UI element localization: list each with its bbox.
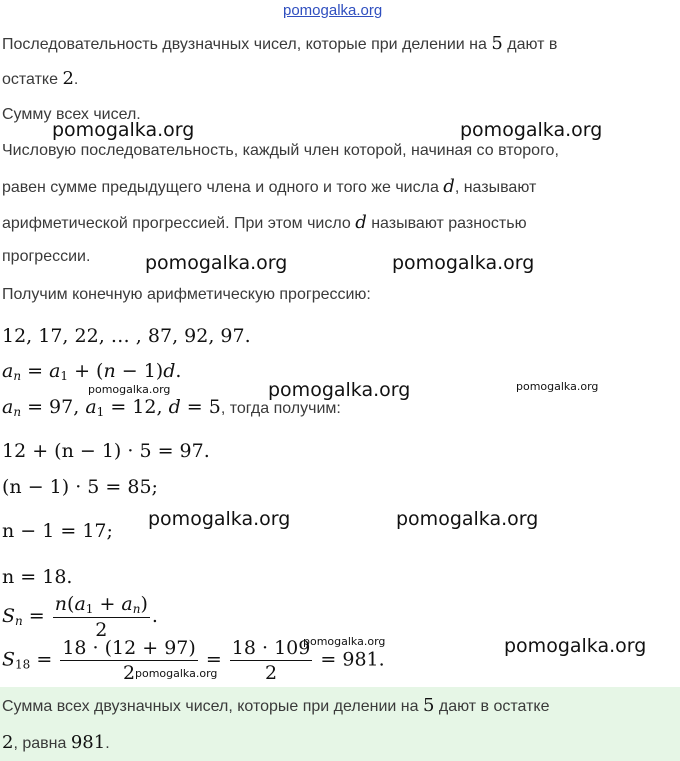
problem-text-end: дают в xyxy=(507,36,558,53)
equation-2: (n − 1) · 5 = 85; xyxy=(2,476,158,498)
problem-period: . xyxy=(73,71,79,88)
given-text: , тогда получим: xyxy=(220,400,341,417)
sum-calculation: $S_{18}$ = $\frac{18 \cdot (12 + 97)}{2}$ = $\frac{18 \cdot 109}{2}$ = 981. xyxy=(2,637,385,684)
equation-3: n − 1 = 17; xyxy=(2,520,113,542)
answer-line-1 xyxy=(2,695,549,716)
answer-divisor: 5 xyxy=(422,695,435,716)
sequence-formula: 12, 17, 22, … , 87, 92, 97. xyxy=(2,325,251,347)
watermark: pomogalka.org xyxy=(268,379,411,401)
watermark: pomogalka.org xyxy=(88,383,171,396)
definition-variable: d xyxy=(355,212,367,233)
definition-text: арифметической прогрессией. При этом число xyxy=(2,215,351,232)
sum-formula: $S_n$ = $\frac{n(a_1 + a_n)}{2}$ . xyxy=(2,593,158,641)
definition-text-end: называют разностью xyxy=(371,215,527,232)
answer-value: 981 xyxy=(70,732,106,753)
answer-line-2 xyxy=(2,732,110,753)
definition-text: равен сумме предыдущего члена и одного и того же числа xyxy=(2,179,439,196)
given-values-line: $a_n = 97$, $a_1 = 12$, d = 5, тогда получим: xyxy=(2,396,341,419)
watermark: pomogalka.org xyxy=(504,635,647,657)
problem-line-1 xyxy=(2,33,557,54)
watermark: pomogalka.org xyxy=(52,119,195,141)
watermark: pomogalka.org xyxy=(396,508,539,530)
watermark: pomogalka.org xyxy=(516,380,599,393)
answer-period: . xyxy=(105,735,110,752)
site-link[interactable]: pomogalka.org xyxy=(283,2,383,19)
answer-remainder: 2 xyxy=(2,732,14,753)
watermark: pomogalka.org xyxy=(460,119,603,141)
problem-text: Последовательность двузначных чисел, которые при делении на xyxy=(2,36,487,53)
watermark: pomogalka.org xyxy=(303,635,386,648)
problem-divisor: 5 xyxy=(491,33,503,54)
watermark: pomogalka.org xyxy=(145,252,288,274)
watermark: pomogalka.org xyxy=(392,252,535,274)
watermark: pomogalka.org xyxy=(135,667,218,680)
problem-text: остатке xyxy=(2,71,58,88)
equation-4: n = 18. xyxy=(2,566,73,588)
definition-line-3 xyxy=(2,212,527,233)
solution-intro: Получим конечную арифметическую прогрессию: xyxy=(2,286,371,303)
definition-text-end: , называют xyxy=(454,179,537,196)
answer-text: , равна xyxy=(13,735,67,752)
watermark: pomogalka.org xyxy=(148,508,291,530)
general-term-formula: $a_n = a_1 + (n - 1)d$. xyxy=(2,360,182,383)
problem-remainder: 2 xyxy=(62,68,74,89)
problem-line-2 xyxy=(2,68,78,89)
definition-line-1: Числовую последовательность, каждый член которой, начиная со второго, xyxy=(2,142,559,159)
problem-task: Сумму всех чисел. xyxy=(2,106,141,123)
definition-line-4: прогрессии. xyxy=(2,248,91,265)
definition-line-2 xyxy=(2,176,536,197)
answer-text: Сумма всех двузначных чисел, которые при делении на xyxy=(2,698,419,715)
equation-1: 12 + (n − 1) · 5 = 97. xyxy=(2,440,210,462)
definition-variable: d xyxy=(443,176,455,197)
answer-text-end: дают в остатке xyxy=(438,698,550,715)
